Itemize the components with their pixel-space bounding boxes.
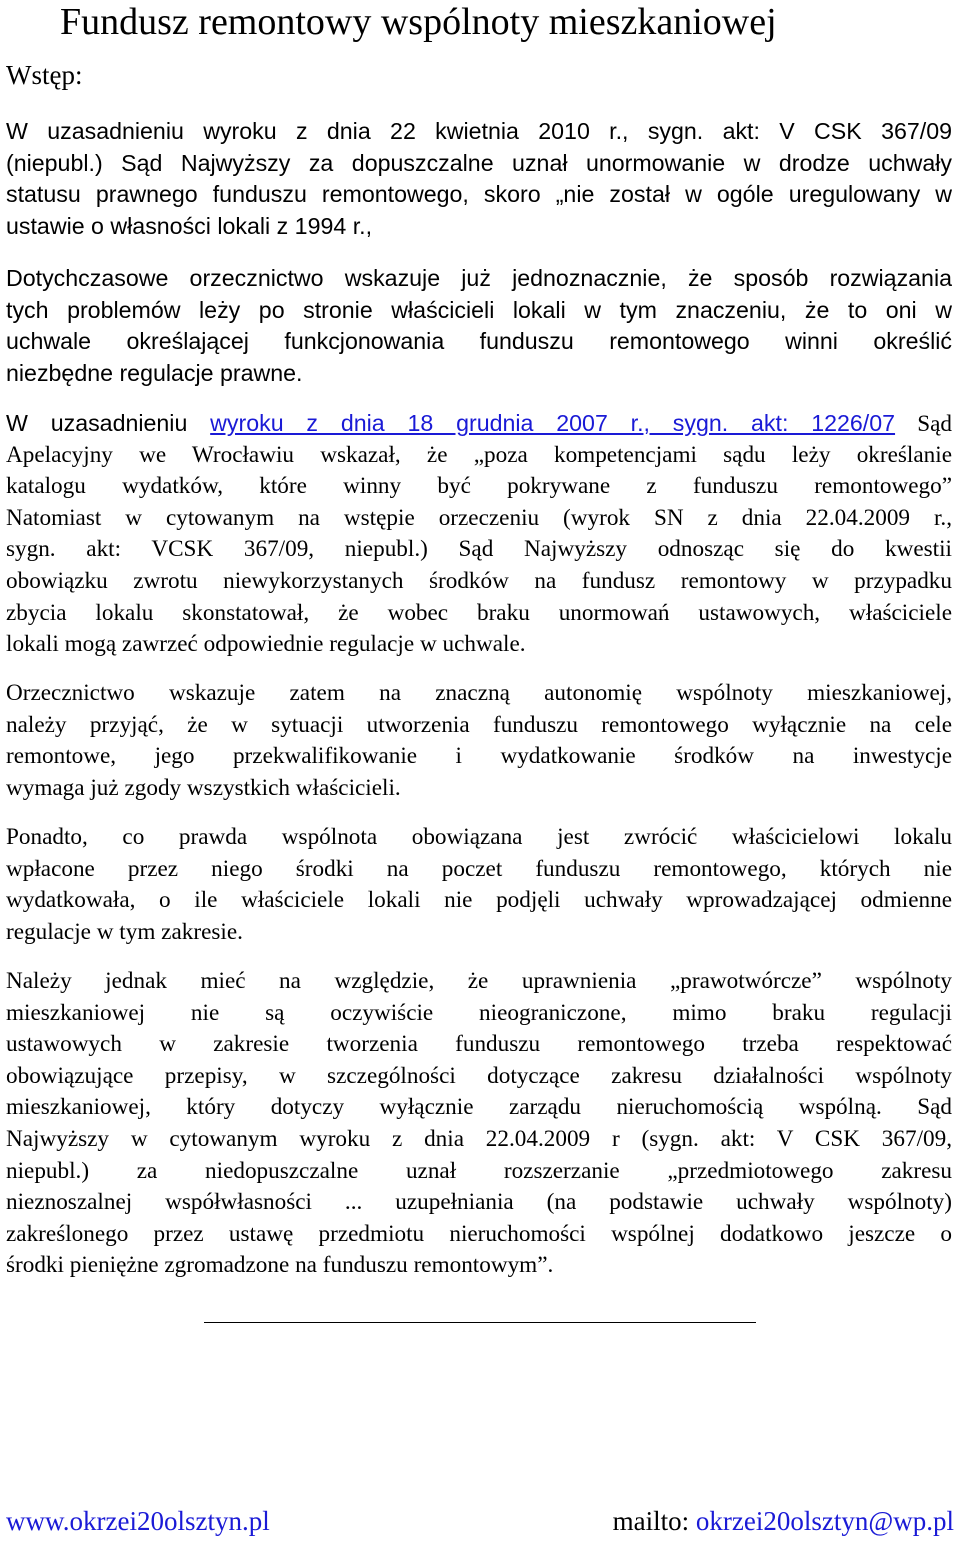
paragraph-line: Apelacyjny we Wrocławiu wskazał, że „poza kompetencjami sądu leży określanie	[6, 441, 952, 468]
paragraph-line: Najwyższy w cytowanym wyroku z dnia 22.04.2009 r (sygn. akt: V CSK 367/09,	[6, 1125, 952, 1152]
paragraph-line: Dotychczasowe orzecznictwo wskazuje już jednoznacznie, że sposób rozwiązania	[6, 265, 952, 291]
paragraph-line: nieznoszalnej współwłasności ... uzupełniania (na podstawie uchwały wspólnoty)	[6, 1189, 952, 1216]
paragraph-line: uchwale określającej funkcjonowania funduszu remontowego winni określić	[6, 328, 952, 355]
ruling-link[interactable]: wyroku z dnia 18 grudnia 2007 r., sygn. akt: 1226/07	[210, 410, 896, 436]
paragraph-line: mieszkaniowej, który dotyczy wyłącznie zarządu nieruchomością wspólną. Sąd	[6, 1094, 952, 1121]
page-title: Fundusz remontowy wspólnoty mieszkaniowej	[60, 1, 777, 43]
paragraph-line: niezbędne regulacje prawne.	[6, 359, 303, 386]
paragraph-line: obowiązku zwrotu niewykorzystanych środków na fundusz remontowy w przypadku	[6, 567, 952, 594]
footer-contact	[613, 1504, 954, 1538]
paragraph-line: ustawie o własności lokali z 1994 r.,	[6, 212, 373, 239]
mailto-label: mailto:	[612, 1506, 696, 1536]
paragraph-line-with-link	[6, 408, 952, 440]
paragraph-line: ustawowych w zakresie tworzenia funduszu remontowego trzeba respektować	[6, 1031, 952, 1058]
paragraph-line: wydatkowała, o ile właściciele lokali nie podjęli uchwały wprowadzającej odmienne	[6, 887, 952, 914]
email-link[interactable]: okrzei20olsztyn@wp.pl	[695, 1506, 954, 1536]
paragraph-line: Natomiast w cytowanym na wstępie orzeczeniu (wyrok SN z dnia 22.04.2009 r.,	[6, 504, 952, 531]
paragraph-line: statusu prawnego funduszu remontowego, skoro „nie został w ogóle uregulowany w	[6, 181, 952, 208]
paragraph-line: remontowe, jego przekwalifikowanie i wydatkowanie środków na inwestycje	[6, 743, 952, 770]
paragraph-line: W uzasadnieniu wyroku z dnia 22 kwietnia 2010 r., sygn. akt: V CSK 367/09	[6, 118, 952, 144]
paragraph-line: wpłacone przez niego środki na poczet funduszu remontowego, których nie	[6, 855, 952, 882]
paragraph-2	[6, 263, 952, 389]
paragraph-line: mieszkaniowej nie są oczywiście nieograniczone, mimo braku regulacji	[6, 999, 952, 1026]
paragraph-line: środki pieniężne zgromadzone na funduszu remontowym”.	[6, 1252, 554, 1279]
website-link[interactable]: www.okrzei20olsztyn.pl	[6, 1506, 270, 1536]
paragraph-line: sygn. akt: VCSK 367/09, niepubl.) Sąd Najwyższy odnosząc się do kwestii	[6, 536, 952, 563]
paragraph-line: lokali mogą zawrzeć odpowiednie regulacje w uchwale.	[6, 631, 526, 658]
paragraph-prefix: W uzasadnieniu	[6, 410, 211, 436]
separator-line	[204, 1322, 756, 1323]
paragraph-5	[6, 822, 952, 948]
paragraph-line: obowiązujące przepisy, w szczególności dotyczące zakresu działalności wspólnoty	[6, 1062, 952, 1089]
paragraph-line: Należy jednak mieć na względzie, że uprawnienia „prawotwórcze” wspólnoty	[6, 968, 952, 994]
intro-heading: Wstęp:	[6, 60, 83, 90]
paragraph-line: (niepubl.) Sąd Najwyższy za dopuszczalne uznał unormowanie w drodze uchwały	[6, 149, 952, 176]
paragraph-line: niepubl.) za niedopuszczalne uznał rozszerzanie „przedmiotowego zakresu	[6, 1157, 952, 1184]
paragraph-suffix: Sąd	[895, 411, 952, 437]
paragraph-line: Orzecznictwo wskazuje zatem na znaczną autonomię wspólnoty mieszkaniowej,	[6, 680, 952, 706]
paragraph-line: zakreślonego przez ustawę przedmiotu nieruchomości wspólnej dodatkowo jeszcze o	[6, 1220, 952, 1247]
paragraph-4	[6, 678, 952, 804]
paragraph-line: wymaga już zgody wszystkich właścicieli.	[6, 774, 401, 801]
paragraph-line: tych problemów leży po stronie właścicieli lokali w tym znaczeniu, że to oni w	[6, 296, 952, 323]
paragraph-line: Ponadto, co prawda wspólnota obowiązana jest zwrócić właścicielowi lokalu	[6, 824, 952, 850]
paragraph-3	[6, 408, 952, 661]
paragraph-6	[6, 966, 952, 1282]
paragraph-1	[6, 116, 952, 242]
paragraph-line: zbycia lokalu skonstatował, że wobec braku unormowań ustawowych, właściciele	[6, 599, 952, 626]
paragraph-line: katalogu wydatków, które winny być pokrywane z funduszu remontowego”	[6, 473, 952, 500]
paragraph-line: należy przyjąć, że w sytuacji utworzenia funduszu remontowego wyłącznie na cele	[6, 711, 952, 738]
paragraph-line: regulacje w tym zakresie.	[6, 918, 243, 945]
